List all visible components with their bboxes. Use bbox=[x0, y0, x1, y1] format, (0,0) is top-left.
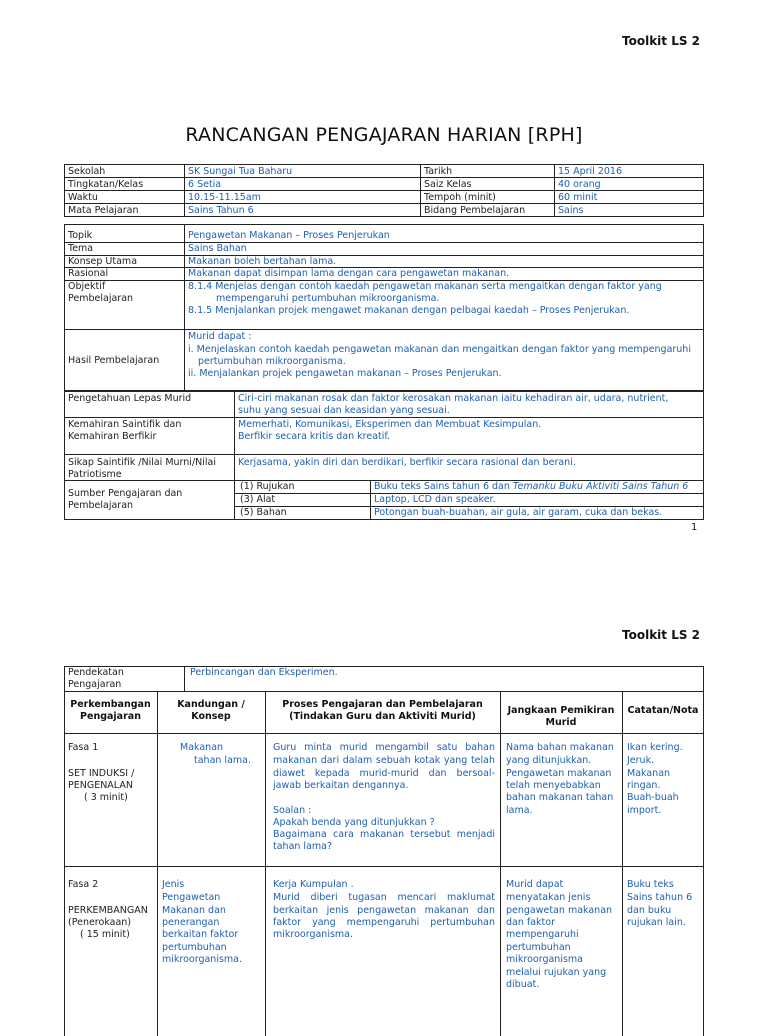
toolkit-label: Toolkit LS 2 bbox=[622, 34, 701, 48]
fasa1-catatan-4: ringan. bbox=[627, 780, 661, 791]
fasa2-jangkaan-8: melalui rujukan yang bbox=[506, 967, 607, 978]
page-number: 1 bbox=[691, 522, 698, 533]
konsep-value: Makanan boleh bertahan lama. bbox=[188, 256, 337, 267]
fasa2-jangkaan-2: menyatakan jenis bbox=[506, 892, 591, 903]
fasa2-catatan-3: dan buku bbox=[627, 905, 672, 916]
fasa1-kandungan-2: tahan lama. bbox=[194, 755, 251, 766]
fasa1-title: Fasa 1 bbox=[68, 742, 99, 753]
hasil-line-2: i. Menjelaskan contoh kaedah pengawetan makanan dan mengaitkan dengan faktor yang mempengaruhi bbox=[188, 344, 691, 355]
pendekatan-label-1: Pendekatan bbox=[68, 667, 124, 678]
fasa1-jangkaan-4: telah menyebabkan bbox=[506, 780, 601, 791]
fasa1-catatan-2: Jeruk. bbox=[627, 755, 655, 766]
fasa2-title: Fasa 2 bbox=[68, 879, 99, 890]
sumber-label-2: Pembelajaran bbox=[68, 500, 134, 511]
fasa1-proses-8: tahan lama? bbox=[273, 841, 333, 852]
page-title: RANCANGAN PENGAJARAN HARIAN [RPH] bbox=[185, 124, 583, 146]
waktu-value: 10.15-11.15am bbox=[188, 192, 261, 203]
fasa1-catatan-1: Ikan kering. bbox=[627, 742, 683, 753]
header-perkembangan-1: Perkembangan bbox=[70, 699, 151, 710]
sumber-label-1: Sumber Pengajaran dan bbox=[68, 488, 183, 499]
sumber-rujukan-italic: Temanku Buku Aktiviti Sains Tahun 6 bbox=[512, 481, 689, 492]
fasa2-jangkaan-3: pengawetan makanan bbox=[506, 905, 613, 916]
fasa1-proses-6: Apakah benda yang ditunjukkan ? bbox=[273, 817, 435, 828]
kemahiran-label-1: Kemahiran Saintifik dan bbox=[68, 419, 182, 430]
objektif-label-2: Pembelajaran bbox=[68, 293, 134, 304]
fasa2-kandungan-5: berkaitan faktor bbox=[162, 929, 239, 940]
pendekatan-value: Perbincangan dan Eksperimen. bbox=[190, 667, 338, 678]
fasa1-jangkaan-5: bahan makanan tahan bbox=[506, 792, 614, 803]
kemahiran-line-2: Berfikir secara kritis dan kreatif. bbox=[238, 431, 391, 442]
sumber-rujukan-label: (1) Rujukan bbox=[240, 481, 295, 492]
fasa1-catatan-6: import. bbox=[627, 805, 662, 816]
fasa2-proses-1: Kerja Kumpulan . bbox=[273, 879, 354, 890]
tempoh-label: Tempoh (minit) bbox=[424, 192, 496, 203]
sikap-value: Kerjasama, yakin diri dan berdikari, berfikir secara rasional dan berani. bbox=[238, 457, 576, 468]
fasa2-jangkaan-9: dibuat. bbox=[506, 979, 540, 990]
fasa2-name-2: (Penerokaan) bbox=[68, 917, 132, 928]
fasa2-kandungan-3: Makanan dan bbox=[162, 905, 226, 916]
tarikh-value: 15 April 2016 bbox=[558, 166, 623, 177]
topik-value: Pengawetan Makanan – Proses Penjerukan bbox=[188, 230, 390, 241]
kemahiran-line-1: Memerhati, Komunikasi, Eksperimen dan Membuat Kesimpulan. bbox=[238, 419, 542, 430]
sumber-alat-value: Laptop, LCD dan speaker. bbox=[374, 494, 496, 505]
sekolah-label: Sekolah bbox=[68, 166, 106, 177]
header-jangkaan-2: Murid bbox=[545, 717, 577, 728]
tema-label: Tema bbox=[68, 243, 94, 254]
fasa2-kandungan-7: mikroorganisma. bbox=[162, 954, 243, 965]
saiz-label: Saiz Kelas bbox=[424, 179, 472, 190]
fasa1-proses-3: diawet kepada murid-murid dan bersoal- bbox=[273, 768, 495, 779]
topik-label: Topik bbox=[68, 230, 93, 241]
header-perkembangan-2: Pengajaran bbox=[80, 711, 141, 722]
fasa1-proses-5: Soalan : bbox=[273, 805, 312, 816]
header-proses-2: (Tindakan Guru dan Aktiviti Murid) bbox=[289, 711, 476, 722]
fasa1-proses-1: Guru minta murid mengambil satu bahan bbox=[273, 742, 495, 753]
fasa2-jangkaan-6: pertumbuhan bbox=[506, 942, 571, 953]
fasa2-catatan-2: Sains tahun 6 bbox=[627, 892, 693, 903]
fasa1-proses-4: jawab berkaitan dengannya. bbox=[273, 780, 409, 791]
rasional-value: Makanan dapat disimpan lama dengan cara pengawetan makanan. bbox=[188, 268, 510, 279]
fasa1-proses-2: makanan dari dalam sebuah kotak yang telah bbox=[273, 755, 495, 766]
konsep-label: Konsep Utama bbox=[68, 256, 138, 267]
toolkit-label-page2: Toolkit LS 2 bbox=[622, 628, 701, 642]
fasa2-kandungan-4: penerangan bbox=[162, 917, 220, 928]
sumber-bahan-label: (5) Bahan bbox=[240, 507, 287, 518]
header-jangkaan-1: Jangkaan Pemikiran bbox=[507, 705, 615, 716]
header-proses-1: Proses Pengajaran dan Pembelajaran bbox=[282, 699, 483, 710]
fasa2-proses-2: Murid diberi tugasan mencari maklumat bbox=[273, 892, 495, 903]
pendekatan-label-2: Pengajaran bbox=[68, 679, 122, 690]
bidang-value: Sains bbox=[558, 205, 584, 216]
fasa1-catatan-5: Buah-buah bbox=[627, 792, 679, 803]
sumber-bahan-value: Potongan buah-buahan, air gula, air garam, cuka dan bekas. bbox=[374, 507, 663, 518]
fasa2-catatan-1: Buku teks bbox=[627, 879, 674, 890]
header-kandungan-2: Konsep bbox=[191, 711, 231, 722]
objektif-line-2: mempengaruhi pertumbuhan mikroorganisma. bbox=[216, 293, 440, 304]
objektif-line-1: 8.1.4 Menjelas dengan contoh kaedah pengawetan makanan serta mengaitkan dengan faktor yang bbox=[188, 281, 662, 292]
fasa2-name-1: PERKEMBANGAN bbox=[68, 905, 148, 916]
fasa1-jangkaan-1: Nama bahan makanan bbox=[506, 742, 614, 753]
fasa2-proses-4: faktor yang mempengaruhi pertumbuhan bbox=[273, 917, 495, 928]
sumber-alat-label: (3) Alat bbox=[240, 494, 276, 505]
fasa2-proses-3: berkaitan jenis pengawetan makanan dan bbox=[273, 905, 495, 916]
fasa2-jangkaan-7: mikroorganisma bbox=[506, 954, 583, 965]
sikap-label-1: Sikap Saintifik /Nilai Murni/Nilai bbox=[68, 457, 216, 468]
sikap-label-2: Patriotisme bbox=[68, 469, 122, 480]
bidang-label: Bidang Pembelajaran bbox=[424, 205, 526, 216]
fasa2-jangkaan-4: dan faktor bbox=[506, 917, 556, 928]
fasa1-catatan-3: Makanan bbox=[627, 768, 671, 779]
fasa2-kandungan-2: Pengawetan bbox=[162, 892, 221, 903]
fasa2-jangkaan-1: Murid dapat bbox=[506, 879, 564, 890]
objektif-label-1: Objektif bbox=[68, 281, 106, 292]
lepas-line-1: Ciri-ciri makanan rosak dan faktor kerosakan makanan iaitu kehadiran air, udara, nutrient, bbox=[238, 393, 669, 404]
hasil-line-3: pertumbuhan mikroorganisma. bbox=[198, 356, 346, 367]
lepas-line-2: suhu yang sesuai dan keasidan yang sesuai. bbox=[238, 405, 450, 416]
fasa2-proses-5: mikroorganisma. bbox=[273, 929, 354, 940]
rasional-label: Rasional bbox=[68, 268, 109, 279]
tingkatan-value: 6 Setia bbox=[188, 179, 222, 190]
hasil-label: Hasil Pembelajaran bbox=[68, 355, 160, 366]
tarikh-label: Tarikh bbox=[424, 166, 453, 177]
fasa1-jangkaan-2: yang ditunjukkan. bbox=[506, 755, 592, 766]
kemahiran-label-2: Kemahiran Berfikir bbox=[68, 431, 157, 442]
mata-label: Mata Pelajaran bbox=[68, 205, 139, 216]
fasa1-jangkaan-3: Pengawetan makanan bbox=[506, 768, 612, 779]
fasa2-jangkaan-5: mempengaruhi bbox=[506, 929, 579, 940]
header-catatan: Catatan/Nota bbox=[627, 705, 699, 716]
fasa2-time: ( 15 minit) bbox=[80, 929, 130, 940]
fasa2-catatan-4: rujukan lain. bbox=[627, 917, 686, 928]
fasa1-proses-7: Bagaimana cara makanan tersebut menjadi bbox=[273, 829, 495, 840]
fasa1-time: ( 3 minit) bbox=[84, 792, 128, 803]
tempoh-value: 60 minit bbox=[558, 192, 598, 203]
objektif-line-3: 8.1.5 Menjalankan projek mengawet makanan dengan pelbagai kaedah – Proses Penjerukan. bbox=[188, 305, 630, 316]
sekolah-value: SK Sungai Tua Baharu bbox=[188, 166, 293, 177]
fasa2-kandungan-6: pertumbuhan bbox=[162, 942, 227, 953]
fasa1-jangkaan-6: lama. bbox=[506, 805, 533, 816]
fasa2-kandungan-1: Jenis bbox=[162, 879, 185, 890]
header-kandungan-1: Kandungan / bbox=[177, 699, 245, 710]
sumber-rujukan-text: Buku teks Sains tahun 6 dan bbox=[374, 481, 513, 492]
hasil-line-1: Murid dapat : bbox=[188, 331, 252, 342]
mata-value: Sains Tahun 6 bbox=[188, 205, 254, 216]
tingkatan-label: Tingkatan/Kelas bbox=[68, 179, 144, 190]
tema-value: Sains Bahan bbox=[188, 243, 247, 254]
fasa1-kandungan-1: Makanan bbox=[180, 742, 224, 753]
lepas-label: Pengetahuan Lepas Murid bbox=[68, 393, 192, 404]
hasil-line-4: ii. Menjalankan projek pengawetan makanan – Proses Penjerukan. bbox=[188, 368, 502, 379]
saiz-value: 40 orang bbox=[558, 179, 601, 190]
sumber-rujukan-value bbox=[374, 481, 688, 493]
waktu-label: Waktu bbox=[68, 192, 98, 203]
fasa1-name-1: SET INDUKSI / bbox=[68, 768, 135, 779]
fasa1-name-2: PENGENALAN bbox=[68, 780, 133, 791]
